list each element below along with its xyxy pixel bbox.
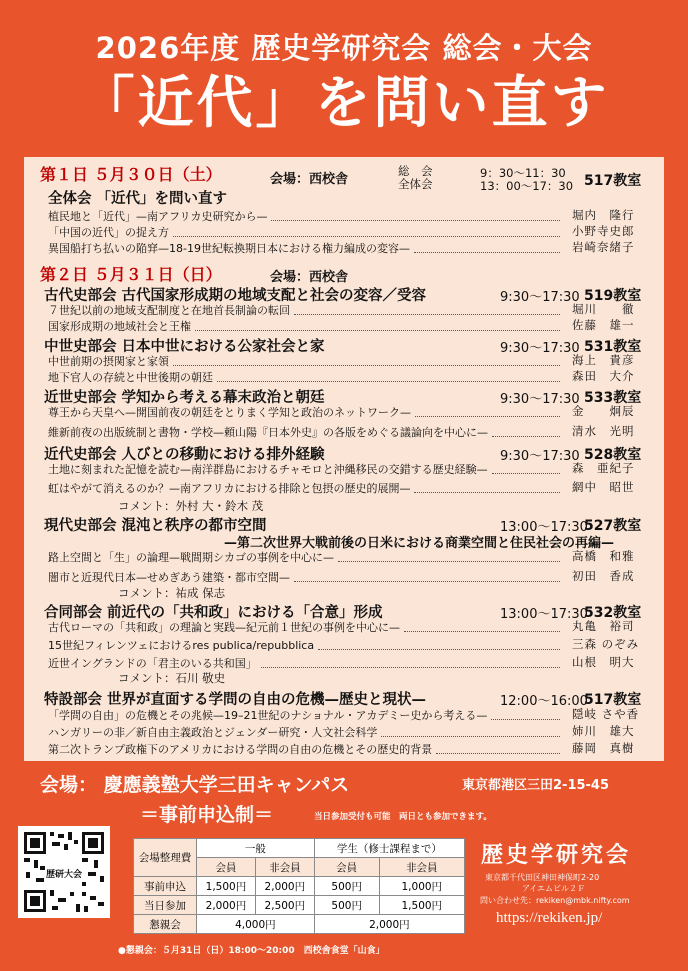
fee-row-label: 当日参加 [134,896,197,915]
fee-header-member: 会員 [197,858,256,877]
section-comment: コメント：祐成 保志 [118,586,226,600]
day1-venue: 会場：西校舎 [270,172,349,187]
event-title: 2026年度 歴史学研究会 総会・大会 [95,31,593,65]
fee-cell: 2,000円 [255,877,314,896]
section-room: 532教室 [584,605,642,621]
talk-title: 15世紀フィレンツェにおけるres publica/repubblica [48,639,315,652]
talk-presenter: 高橋 和雅 [572,549,635,563]
section-time: 12:00～16:00 [500,694,588,709]
fee-cell: 2,000円 [314,915,464,934]
talk-presenter: 藤岡 真樹 [572,741,635,755]
dot-leader [195,330,560,331]
section-time: 9:30～17:30 [500,290,580,305]
section-room: 533教室 [584,390,642,406]
dot-leader [294,581,560,582]
dot-leader [261,667,560,668]
talk-title: 植民地と「近代」—南アフリカ史研究から— [48,210,268,223]
section-room: 527教室 [584,518,642,534]
talk-presenter: 堀川 徹 [572,302,635,316]
dot-leader [338,561,560,562]
talk-presenter: 森 亜紀子 [572,461,635,475]
dot-leader [404,631,560,632]
day2-label: 第２日 ５月３１日（日） [40,265,222,284]
registration-note: 当日参加受付も可能 両日とも参加できます。 [314,812,492,822]
talk-title: 維新前夜の出版統制と書物・学校—頼山陽『日本外史』の各版をめぐる議論向を中心に— [48,426,488,439]
talk-title: ７世紀以前の地域支配制度と在地首長制論の転回 [48,304,290,317]
org-name: 歴史学研究会 [481,843,632,868]
talk-title: 「中国の近代」の捉え方 [48,226,169,239]
session-time: 9：30～11：30 [480,166,566,180]
fee-row-label: 懇親会 [134,915,197,934]
section-title: 中世史部会 日本中世における公家社会と家 [44,339,325,355]
talk-title: 第二次トランプ政権下のアメリカにおける学問の自由の危機とその歴史的背景 [48,743,433,756]
day2-venue: 会場：西校舎 [270,270,349,285]
fee-row-label: 事前申込 [134,877,197,896]
talk-title: ハンガリーの非／新自由主義政治とジェンダー研究・人文社会科学 [48,726,378,739]
talk-title: 尊王から天皇へ—開国前夜の朝廷をとりまく学知と政治のネットワーク— [48,406,411,419]
section-subtitle: —第二次世界大戦前後の日米における商業空間と住民社会の再編— [224,536,615,551]
talk-title: 虹はやがて消えるのか？—南アフリカにおける排除と包摂の歴史的展開— [48,482,411,495]
org-address-1: 東京都千代田区神田神保町2-20 [485,873,600,882]
day1-label: 第１日 ５月３０日（土） [40,165,222,184]
dot-leader [271,220,560,221]
talk-presenter: 丸亀 裕司 [572,619,635,633]
talk-title: 闇市と近現代日本—せめぎあう建築・都市空間— [48,571,290,584]
dot-leader [414,252,560,253]
fee-header-student: 学生（修士課程まで） [314,839,464,858]
talk-title: 古代ローマの「共和政」の理論と実践—紀元前１世紀の事例を中心に— [48,621,400,634]
qr-code[interactable] [18,826,110,918]
fee-header-member: 会員 [314,858,379,877]
dot-leader [381,736,560,737]
fee-cell: 2,000円 [197,896,256,915]
section-comment: コメント：外村 大・鈴木 茂 [118,499,264,513]
section-room: 528教室 [584,447,642,463]
talk-title: 国家形成期の地域社会と王権 [48,320,191,333]
plenary-title: 全体会 「近代」を問い直す [48,191,228,207]
fee-header-nonmember: 非会員 [379,858,464,877]
session-label: 総 会 [398,164,433,178]
dot-leader [173,236,560,237]
fee-cell: 1,500円 [197,877,256,896]
org-contact[interactable]: 問い合わせ先：rekiken@mbk.nifty.com [480,896,630,905]
section-room: 531教室 [584,339,642,355]
fee-cell: 1,000円 [379,877,464,896]
talk-title: 異国船打ち払いの陥穽—18-19世紀転換期日本における権力編成の変容— [48,242,410,255]
section-title: 合同部会 前近代の「共和政」における「合意」形成 [44,605,383,621]
talk-title: 地下官人の存続と中世後期の朝廷 [48,371,213,384]
talk-presenter: 岩崎奈緒子 [572,240,635,254]
day1-room: 517教室 [584,173,642,189]
section-time: 13:00～17:30 [500,520,588,535]
talk-presenter: 三森 のぞみ [572,637,640,651]
dot-leader [492,473,560,474]
talk-presenter: 清水 光明 [572,424,635,438]
talk-title: 「学問の自由」の危機とその兆候—19–21世紀のナショナル・アカデミー史から考える— [48,709,488,722]
section-time: 9:30～17:30 [500,392,580,407]
dot-leader [318,649,560,650]
fee-cell: 2,500円 [255,896,314,915]
talk-presenter: 網中 昭世 [572,480,635,494]
venue-address: 東京都港区三田2-15-45 [462,778,610,793]
section-room: 519教室 [584,288,642,304]
fee-header-nonmember: 非会員 [255,858,314,877]
registration-title: ＝事前申込制＝ [140,804,274,826]
fee-cell: 1,500円 [379,896,464,915]
qr-label: 歴研大会 [46,870,83,880]
session-label: 全体会 [398,177,433,191]
fee-cell: 500円 [314,896,379,915]
talk-presenter: 森田 大介 [572,369,635,383]
fee-cell: 500円 [314,877,379,896]
talk-presenter: 隠岐 さや香 [572,707,640,721]
dot-leader [491,719,560,720]
talk-title: 近世イングランドの「君主のいる共和国」 [48,657,257,670]
section-title: 特設部会 世界が直面する学問の自由の危機—歴史と現状— [44,692,427,708]
talk-presenter: 小野寺史郎 [572,224,635,238]
org-address-2: アイエムビル２Ｆ [522,884,585,893]
talk-presenter: 堀内 隆行 [572,208,635,222]
party-note: ●懇親会：５月31日（日）18:00～20:00 西校舎食堂「山食」 [118,946,385,956]
section-title: 近世史部会 学知から考える幕末政治と朝廷 [44,390,325,406]
section-room: 517教室 [584,692,642,708]
fee-table [133,838,465,934]
section-title: 古代史部会 古代国家形成期の地域支配と社会の変容／受容 [44,288,427,304]
talk-presenter: 海上 貴彦 [572,353,635,367]
talk-presenter: 初田 香成 [572,569,635,583]
dot-leader [294,314,560,315]
talk-title: 路上空間と「生」の論理—戦間期シカゴの事例を中心に— [48,551,334,564]
fee-header-general: 一般 [197,839,315,858]
section-time: 9:30～17:30 [500,449,580,464]
talk-title: 土地に刻まれた記憶を読む—南洋群島におけるチャモロと沖縄移民の交錯する歴史経験— [48,463,488,476]
talk-presenter: 金 炯辰 [572,404,635,418]
section-title: 現代史部会 混沌と秩序の都市空間 [44,518,267,534]
talk-presenter: 山根 明大 [572,655,635,669]
talk-presenter: 佐藤 雄一 [572,318,635,332]
dot-leader [415,416,560,417]
section-time: 9:30～17:30 [500,341,580,356]
talk-presenter: 姉川 雄大 [572,724,635,738]
event-theme: 「近代」を問い直す [78,71,610,136]
section-time: 13:00～17:30 [500,607,588,622]
fee-header-category: 会場整理費 [134,839,197,877]
section-comment: コメント：石川 敬史 [118,671,226,685]
dot-leader [414,492,560,493]
talk-title: 中世前期の摂関家と家領 [48,355,169,368]
fee-cell: 4,000円 [197,915,315,934]
venue-label: 会場： 慶應義塾大学三田キャンパス [40,774,350,796]
dot-leader [217,381,560,382]
org-url-link[interactable]: https://rekiken.jp/ [496,910,603,926]
session-time: 13：00～17：30 [480,179,574,193]
dot-leader [173,365,560,366]
section-title: 近代史部会 人びとの移動における排外経験 [44,447,325,463]
dot-leader [492,436,560,437]
dot-leader [436,753,560,754]
